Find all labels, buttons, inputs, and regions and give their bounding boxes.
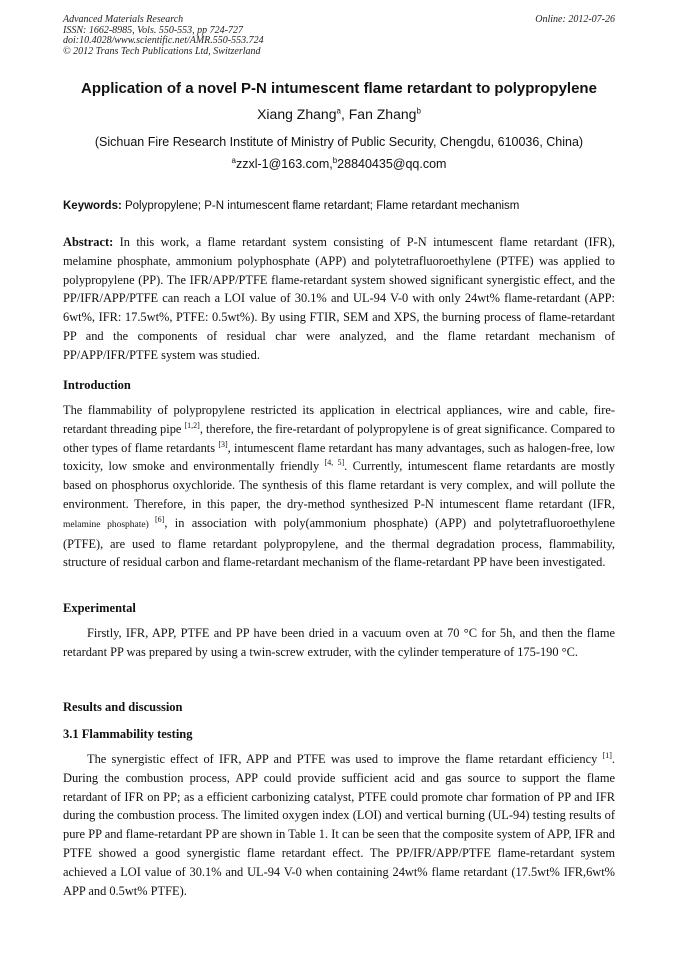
abstract-label: Abstract:	[63, 235, 114, 249]
keywords-label: Keywords:	[63, 200, 122, 212]
email-superscript: b	[332, 155, 338, 165]
citation: [6]	[148, 514, 165, 524]
experimental-paragraph: Firstly, IFR, APP, PTFE and PP have been dried in a vacuum oven at 70 °C for 5h, and then the flame retardant PP was prepared by using a twin-screw extruder, with the cylinder temperature of 175-190 °C.	[63, 626, 615, 659]
author-superscript: a	[336, 106, 341, 116]
intro-text: . Currently, intumescent flame retardants are mostly based on phosphorus oxychloride. The synthesis of this flame retardant is very complex, and will pollute the environment. Therefore, in this paper, the dry-method synthesized P-N intumescent flame retardant (IFR,	[63, 459, 615, 511]
paper-title: Application of a novel P-N intumescent flame retardant to polypropylene	[81, 80, 597, 97]
section-heading-introduction: Introduction	[63, 378, 131, 392]
issn-line: ISSN: 1662-8985, Vols. 550-553, pp 724-727	[63, 24, 243, 36]
intro-small-text: melamine phosphate)	[63, 519, 149, 530]
author-separator: ,	[340, 106, 349, 122]
intro-text: The flammability of polypropylene restricted its application in electrical appliances, wire and cable, fire-retardant threading pipe	[63, 403, 615, 436]
intro-text: , in association with poly(ammonium phosphate) (APP) and polytetrafluoroethylene (PTFE), are used to flame retardant polypropylene, and the thermal degradation process, flammability, structure of residual carbon and flame-retardant mechanism of the flame-retardant PP have been investigated.	[63, 515, 616, 570]
citation: [4, 5]	[324, 458, 345, 468]
email-b: 28840435@qq.com	[337, 157, 447, 171]
results-paragraph	[63, 750, 615, 900]
author-name: Xiang Zhang	[257, 106, 337, 122]
abstract	[63, 233, 615, 365]
citation: [1]	[602, 750, 612, 760]
intro-text: , intumescent flame retardant has many advantages, such as halogen-free, low toxicity, low smoke and environmentally friendly	[63, 440, 615, 474]
author-name: Fan Zhang	[348, 106, 417, 122]
journal-header	[63, 15, 615, 57]
keywords-text: Polypropylene; P-N intumescent flame retardant; Flame retardant mechanism	[121, 200, 520, 212]
intro-text: , therefore, the fire-retardant of polypropylene is of great significance. Compared to other types of flame retardants	[63, 421, 615, 455]
email-a: zzxl-1@163.com,	[235, 157, 333, 171]
introduction-paragraph	[63, 401, 615, 572]
subsection-heading-flammability: 3.1 Flammability testing	[63, 727, 193, 741]
affiliation: (Sichuan Fire Research Institute of Ministry of Public Security, Chengdu, 610036, China)	[94, 135, 584, 149]
results-text: . During the combustion process, APP could provide sufficient acid and gas source to support the flame retardant of IFR on PP; as a efficient carbonizing catalyst, PTFE could promote char formation of PP and IFR during the combustion process. The limited oxygen index (LOI) and vertical burning (UL-94) testing results of pure PP and flame-retardant PP are shown in Table 1. It can be seen that the composite system of APP, IFR and PTFE showed a good synergistic flame retardant effect. The PP/IFR/APP/PTFE flame-retardant system achieved a LOI value of 30.1% and UL-94 V-0 when containing 24wt% flame retardant (17.5wt% IFR,6wt% APP and 0.5wt% PTFE).	[63, 752, 615, 898]
journal-name: Advanced Materials Research	[63, 14, 184, 25]
section-heading-experimental: Experimental	[63, 601, 136, 615]
online-date: Online: 2012-07-26	[535, 14, 615, 25]
author-list	[40, 106, 638, 122]
doi-line: doi:10.4028/www.scientific.net/AMR.550-553.724	[63, 35, 264, 46]
author-emails	[40, 157, 638, 171]
copyright-line: © 2012 Trans Tech Publications Ltd, Switzerland	[63, 45, 261, 57]
citation: [3]	[218, 439, 228, 449]
author-superscript: b	[416, 106, 421, 116]
citation: [1,2]	[184, 420, 200, 430]
section-heading-results: Results and discussion	[63, 700, 183, 714]
abstract-text: In this work, a flame retardant system consisting of P-N intumescent flame retardant (IFR), melamine phosphate, ammonium polyphosphate (APP) and polytetrafluoroethylene (PTFE) was applied to polypropylene (PP). The IFR/APP/PTFE flame-retardant system showed significant synergistic effect, and the PP/IFR/APP/PTFE can reach a LOI value of 30.1% and UL-94 V-0 with only 24wt% flame-retardant (APP: 6wt%, IFR: 17.5wt%, PTFE: 0.5wt%). By using FTIR, SEM and XPS, the burning process of flame-retardant PP and the components of residual char were analyzed, and the flame retardant mechanism of PP/APP/IFR/PTFE system was studied.	[63, 235, 615, 362]
results-text: The synergistic effect of IFR, APP and PTFE was used to improve the flame retardant efficiency	[87, 752, 603, 766]
keywords	[63, 200, 615, 212]
email-superscript: a	[231, 155, 236, 165]
